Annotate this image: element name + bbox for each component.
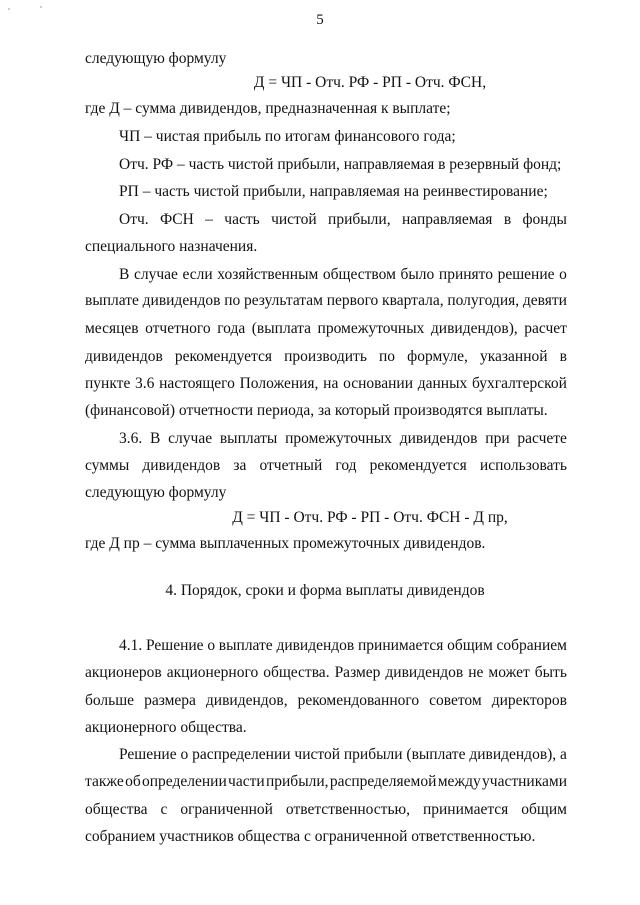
word: суммы (85, 457, 130, 474)
word: промежуточных (317, 320, 425, 337)
word: также (85, 773, 124, 790)
word: выплате (85, 292, 139, 309)
word: собранием (496, 637, 567, 654)
word: год (335, 457, 357, 474)
word: не (468, 664, 484, 681)
word: Решение (145, 637, 204, 654)
word: решение (497, 266, 555, 283)
word: выплате (218, 637, 273, 654)
word: было (400, 266, 435, 283)
word: расчет (524, 320, 567, 337)
word: промежуточных (285, 430, 392, 447)
word: в (559, 348, 567, 365)
word: дивидендов (142, 292, 221, 309)
word: акционеров (85, 664, 162, 681)
word: дивидендов (399, 430, 478, 447)
word: общим (521, 801, 567, 818)
text-line: где Д пр – сумма выплаченных промежуточных дивидендов. (85, 535, 486, 552)
word: по (379, 348, 396, 365)
word: на (323, 375, 339, 392)
text-line: Отч. РФ – часть чистой прибыли, направляемая в резервный фонд; (119, 156, 562, 173)
word: об (125, 773, 141, 790)
word: Решение (119, 746, 177, 763)
word: по (224, 292, 241, 309)
justified-line (85, 664, 567, 682)
word: часть (224, 211, 260, 228)
formula-line: Д = ЧП - Отч. РФ - РП - Отч. ФСН, (253, 74, 487, 91)
justified-line (85, 292, 567, 310)
word: данных (417, 375, 468, 392)
justified-line (85, 348, 567, 366)
scan-speck (40, 6, 42, 8)
word: 3.6 (135, 375, 155, 392)
word: месяцев (85, 320, 139, 337)
justified-line (119, 430, 567, 448)
word: распределяемой (329, 773, 437, 790)
word: дивидендов (142, 457, 221, 474)
text-line: акционерного общества. (85, 719, 247, 736)
word: полугодия, (447, 292, 520, 309)
word: случае (133, 266, 178, 283)
word: Размер (334, 664, 381, 681)
word: фонды (522, 211, 567, 228)
word: а (560, 746, 567, 763)
word: Отч. (119, 211, 149, 228)
word: принимается (357, 637, 444, 654)
justified-line (85, 320, 567, 338)
word: использовать (479, 457, 567, 474)
word: рекомендуется (174, 348, 273, 365)
section-heading: 4. Порядок, сроки и форма выплаты дивидендов (165, 582, 485, 599)
word: между (437, 773, 481, 790)
word: дивидендов), (430, 320, 518, 337)
word: девяти (522, 292, 567, 309)
word: чистой (294, 746, 341, 763)
word: больше (85, 692, 135, 709)
word: может (488, 664, 530, 681)
word: настоящего (159, 375, 235, 392)
word: общим (447, 637, 493, 654)
justified-line (85, 375, 567, 393)
text-line: РП – часть чистой прибыли, направляемая на реинвестирование; (119, 183, 548, 200)
word: за (233, 457, 247, 474)
word: 3.6. (119, 430, 143, 447)
word: ограниченной (180, 801, 273, 818)
word: квартала, (382, 292, 444, 309)
word: с (160, 801, 168, 818)
word: года (217, 320, 246, 337)
word: прибыли, (328, 211, 391, 228)
justified-line (85, 773, 567, 791)
word: направляемая (401, 211, 493, 228)
word: результатам (243, 292, 323, 309)
word: В (119, 266, 130, 283)
word: бухгалтерской (471, 375, 567, 392)
word: дивидендов, (205, 692, 288, 709)
word: участниками (482, 773, 567, 790)
justified-line (85, 457, 567, 475)
word: прибыли (343, 746, 403, 763)
word: о (180, 746, 189, 763)
word: общества. (263, 664, 330, 681)
word: В (150, 430, 161, 447)
word: производить (284, 348, 367, 365)
justified-line (119, 746, 567, 764)
word: дивидендов), (469, 746, 557, 763)
word: при (485, 430, 510, 447)
word: определении (142, 773, 227, 790)
word: дивидендов (385, 664, 464, 681)
word: основании (343, 375, 414, 392)
text-line: следующую формулу (85, 50, 227, 67)
text-line: следующую формулу (85, 484, 227, 501)
word: пункте (85, 375, 131, 392)
word: дивидендов (85, 348, 163, 365)
word: расчете (517, 430, 567, 447)
word: общества (85, 801, 148, 818)
word: о (207, 637, 216, 654)
justified-line (85, 801, 567, 819)
word: быть (534, 664, 567, 681)
text-line: специального назначения. (85, 238, 258, 255)
text-line: ЧП – чистая прибыль по итогам финансового года; (119, 128, 456, 145)
word: директоров (491, 692, 567, 709)
text-line: (финансовой) отчетности периода, за который производятся выплаты. (85, 402, 548, 419)
word: указанной (479, 348, 548, 365)
word: принимается (422, 801, 509, 818)
justified-line (85, 692, 567, 710)
justified-line (119, 266, 567, 284)
word: прибыли, (265, 773, 329, 790)
word: акционерного (166, 664, 259, 681)
justified-line (119, 211, 567, 229)
word: части (228, 773, 265, 790)
word: отчетного (145, 320, 211, 337)
word: чистой (271, 211, 317, 228)
word: дивидендов (276, 637, 355, 654)
word: обществом (322, 266, 396, 283)
word: Положения, (239, 375, 319, 392)
formula-line: Д = ЧП - Отч. РФ - РП - Отч. ФСН - Д пр, (232, 509, 508, 526)
word: если (182, 266, 213, 283)
text-line: собранием участников общества с ограниченной ответственностью. (85, 828, 536, 845)
word: (выплата (251, 320, 312, 337)
word: отчетный (259, 457, 323, 474)
word: хозяйственным (217, 266, 319, 283)
word: ответственностью, (285, 801, 410, 818)
word: формуле, (407, 348, 468, 365)
word: принято (438, 266, 493, 283)
word: о (559, 266, 567, 283)
scan-speck (8, 8, 10, 10)
word: размера (144, 692, 196, 709)
word: рекомендованного (297, 692, 420, 709)
word: (выплате (406, 746, 466, 763)
page-number: 5 (316, 12, 324, 28)
word: – (205, 211, 213, 228)
word: рекомендуется (369, 457, 467, 474)
word: случае (168, 430, 213, 447)
word: 4.1. (119, 637, 143, 654)
word: выплаты (219, 430, 278, 447)
text-line: где Д – сумма дивидендов, предназначенная к выплате; (85, 100, 451, 117)
word: первого (326, 292, 379, 309)
justified-line (119, 637, 567, 655)
word: распределении (192, 746, 291, 763)
word: советом (429, 692, 482, 709)
word: в (503, 211, 512, 228)
word: ФСН (160, 211, 194, 228)
